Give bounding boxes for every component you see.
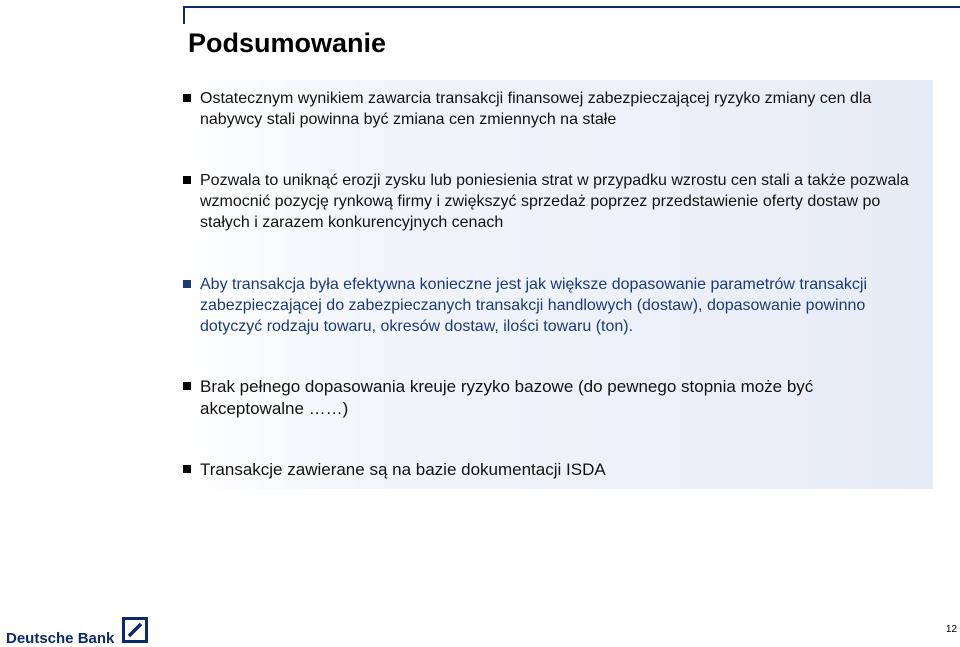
corner-frame-decoration xyxy=(183,6,960,24)
bullet-item xyxy=(200,170,915,233)
bullet-item xyxy=(200,88,915,130)
bullet-text: Ostatecznym wynikiem zawarcia transakcji finansowej zabezpieczającej ryzyko zmiany cen dla nabywcy stali powinna być zmiana cen zmiennych na stałe xyxy=(200,90,872,128)
bullet-text: Transakcje zawierane są na bazie dokumentacji ISDA xyxy=(200,460,606,479)
bullet-item xyxy=(200,376,915,420)
slide-title: Podsumowanie xyxy=(188,28,387,58)
square-bullet-icon xyxy=(183,465,191,473)
bullet-text: Pozwala to uniknąć erozji zysku lub poniesienia strat w przypadku wzrostu cen stali a także pozwala wzmocnić pozycję rynkową firmy i zwiększyć sprzedaż poprzez przedstawienie oferty dostaw po stałych i zarazem konkurencyjnych cenach xyxy=(200,172,909,231)
square-bullet-icon xyxy=(183,382,191,390)
square-bullet-icon xyxy=(183,176,191,184)
square-bullet-icon xyxy=(183,94,191,102)
page-number: 12 xyxy=(945,624,957,635)
bullet-item xyxy=(200,459,915,481)
deutsche-bank-slash-logo-icon xyxy=(122,617,148,643)
content-panel xyxy=(177,80,933,489)
logo-wordmark: Deutsche Bank xyxy=(6,630,115,647)
bullet-text: Aby transakcja była efektywna konieczne jest jak większe dopasowanie parametrów transakcji zabezpieczającej do zabezpieczanych transakcji handlowych (dostaw), dopasowanie powinno dotyczyć rodzaju towaru, okresów dostaw, ilości towaru (ton). xyxy=(200,276,867,335)
bullet-item-highlighted xyxy=(200,274,915,337)
deutsche-bank-logo xyxy=(0,617,160,647)
square-bullet-icon xyxy=(183,280,191,288)
bullet-text: Brak pełnego dopasowania kreuje ryzyko bazowe (do pewnego stopnia może być akceptowalne ……) xyxy=(200,377,814,418)
